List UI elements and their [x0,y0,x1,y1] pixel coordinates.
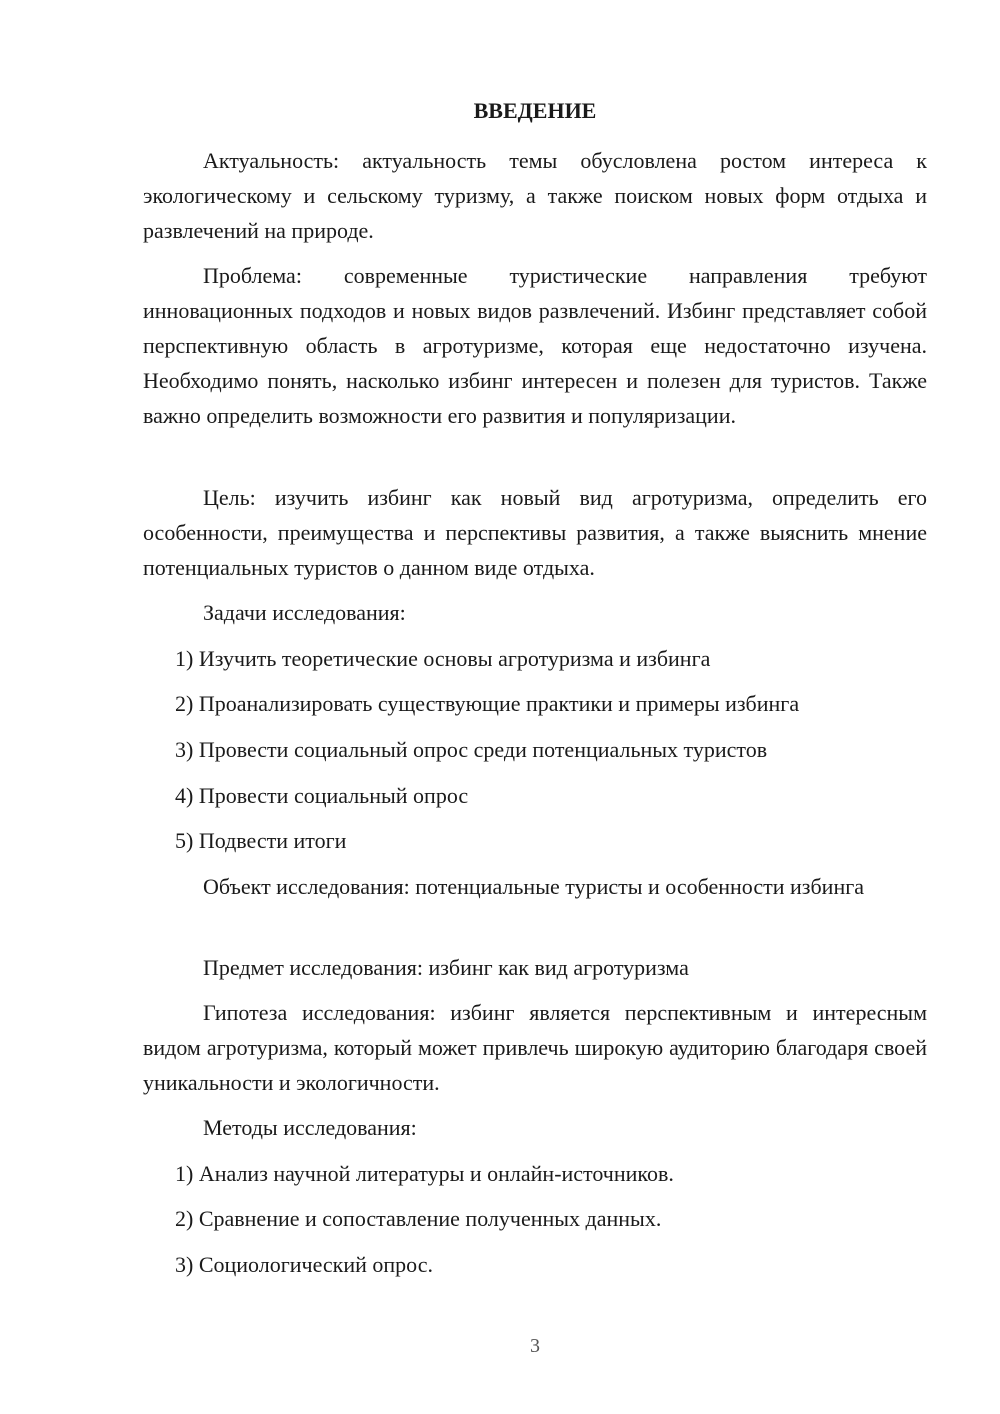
paragraph-relevance: Актуальность: актуальность темы обусловлена ростом интереса к экологическому и сельскому туризму, а также поиском новых форм отдыха и развлечений на природе. [143,148,927,243]
task-item: 2) Проанализировать существующие практики и примеры избинга [175,691,800,716]
task-item: 4) Провести социальный опрос [175,783,469,808]
paragraph-subject: Предмет исследования: избинг как вид агротуризма [203,955,689,980]
paragraph-object: Объект исследования: потенциальные туристы и особенности избинга [203,874,864,899]
page-number: 3 [530,1335,540,1357]
method-item: 2) Сравнение и сопоставление полученных данных. [175,1206,662,1231]
paragraph-hypothesis: Гипотеза исследования: избинг является перспективным и интересным видом агротуризма, который может привлечь широкую аудиторию благодаря своей уникальности и экологичности. [143,1000,927,1095]
paragraph-problem: Проблема: современные туристические направления требуют инновационных подходов и новых видов развлечений. Избинг представляет собой перспективную область в агротуризме, которая еще недостаточно изучена. Необходимо понять, насколько избинг интересен и полезен для туристов. Также важно определить возможности его развития и популяризации. [143,263,927,428]
methods-heading: Методы исследования: [203,1115,417,1140]
method-item: 1) Анализ научной литературы и онлайн-источников. [175,1161,674,1186]
task-item: 1) Изучить теоретические основы агротуризма и избинга [175,646,711,671]
document-page [143,0,927,1414]
task-item: 5) Подвести итоги [175,828,347,853]
task-item: 3) Провести социальный опрос среди потенциальных туристов [175,737,768,762]
paragraph-goal: Цель: изучить избинг как новый вид агротуризма, определить его особенности, преимущества и перспективы развития, а также выяснить мнение потенциальных туристов о данном виде отдыха. [143,485,927,580]
method-item: 3) Социологический опрос. [175,1252,433,1277]
section-title: ВВЕДЕНИЕ [473,98,597,123]
tasks-heading: Задачи исследования: [203,600,406,625]
